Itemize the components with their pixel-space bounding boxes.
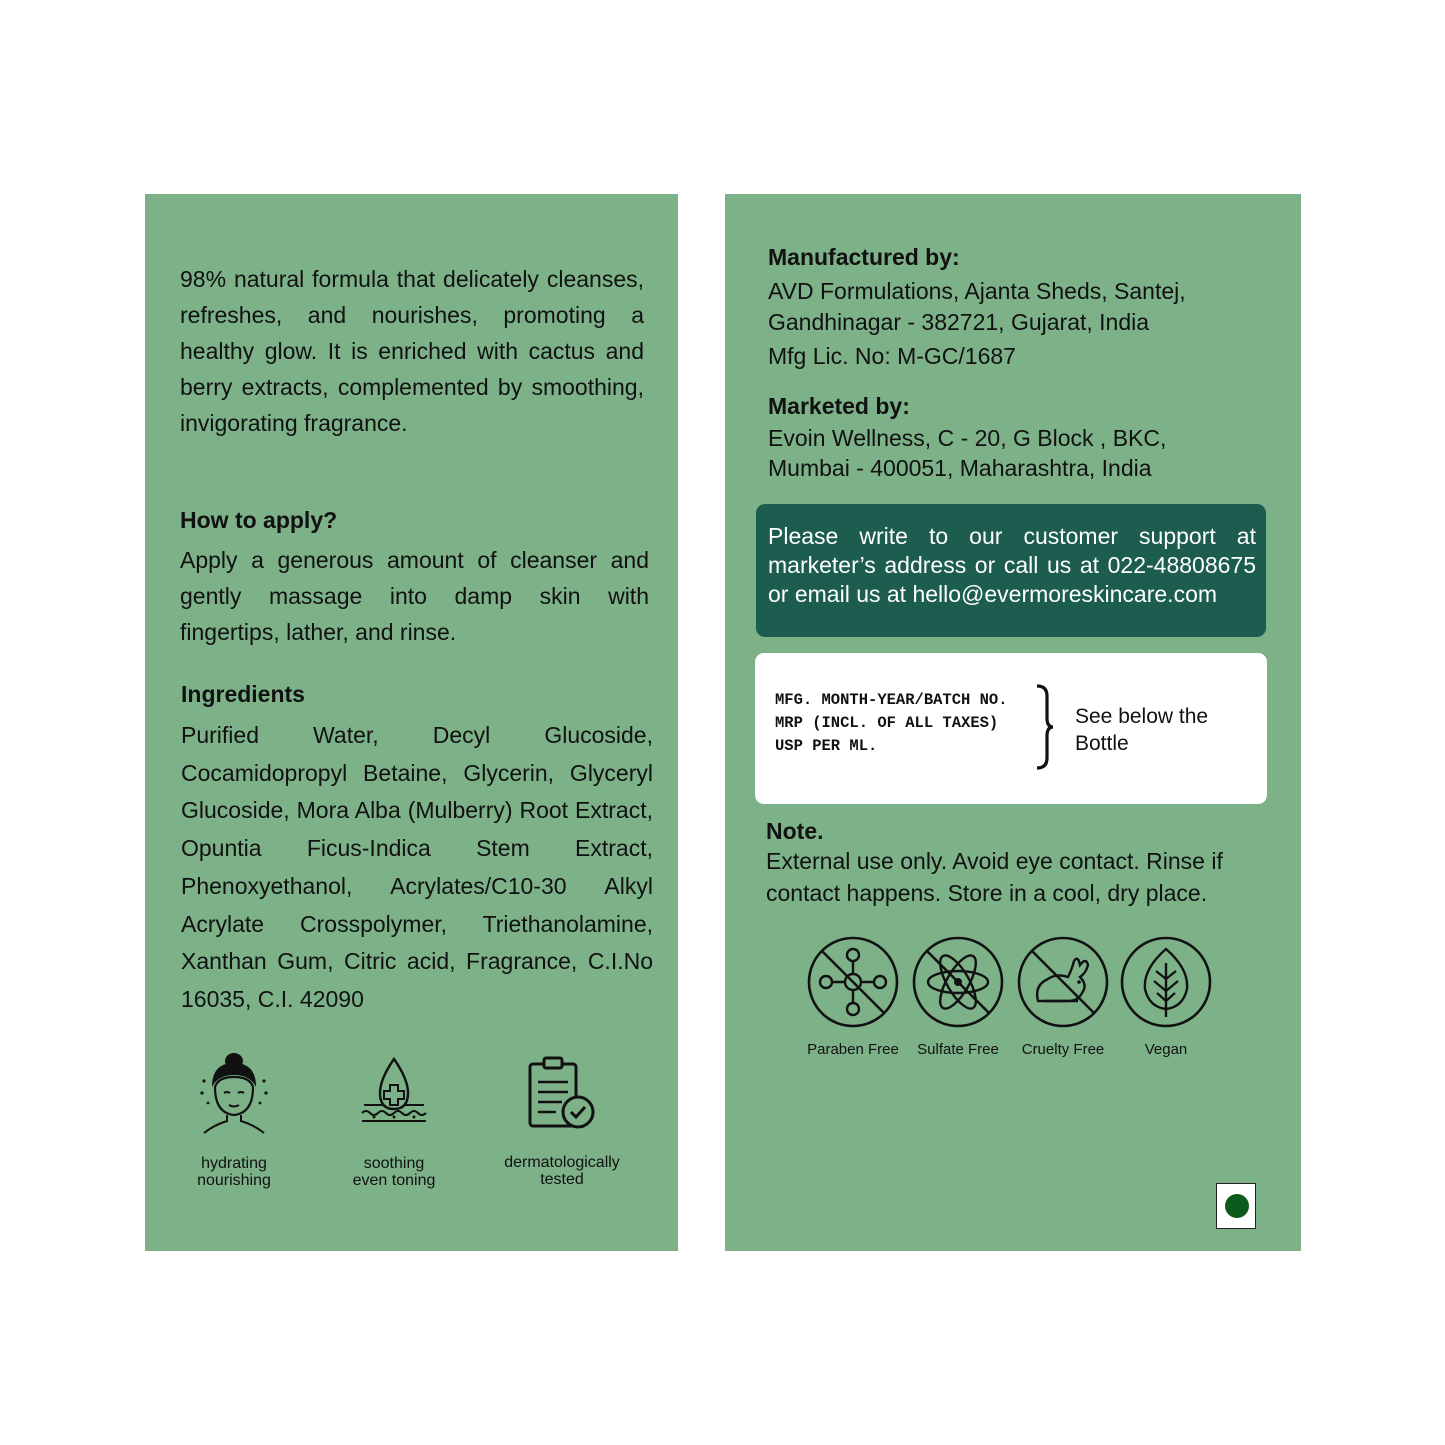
note-text-line2: contact happens. Store in a cool, dry place.: [766, 880, 1208, 906]
manufacturer-address-line1: AVD Formulations, Ajanta Sheds, Santej,: [768, 278, 1186, 304]
badge-label: Cruelty Free: [1021, 1041, 1105, 1058]
left-label-panel: [145, 194, 678, 1251]
feature-label-line2: nourishing: [197, 1172, 271, 1189]
feature-label-line2: even toning: [352, 1172, 436, 1189]
right-label-panel: [725, 194, 1301, 1251]
vegan-leaf-icon: [1119, 935, 1213, 1029]
badge-cruelty-free: [1003, 935, 1123, 1058]
manufacturer-license: Mfg Lic. No: M-GC/1687: [768, 343, 1016, 369]
customer-support-text: Please write to our customer support at marketer’s address or call us at 022-48808675 or email us at hello@evermoreskincare.com: [768, 523, 1256, 607]
marketed-by-heading: Marketed by:: [768, 393, 910, 419]
curly-brace-icon: [1033, 682, 1057, 772]
batch-note-line1: See below the: [1075, 705, 1209, 728]
droplet-cross-icon: [354, 1049, 434, 1135]
badge-label: Vegan: [1144, 1041, 1188, 1058]
batch-line-usp: USP PER ML.: [775, 737, 878, 755]
batch-line-mrp: MRP (INCL. OF ALL TAXES): [775, 714, 999, 732]
sulfate-free-icon: [911, 935, 1005, 1029]
clipboard-check-icon: [520, 1052, 604, 1138]
batch-note-line2: Bottle: [1075, 732, 1129, 755]
batch-info-box: [755, 653, 1267, 804]
manufacturer-address-line2: Gandhinagar - 382721, Gujarat, India: [768, 309, 1150, 335]
marketer-address-line1: Evoin Wellness, C - 20, G Block , BKC,: [768, 425, 1167, 451]
feature-hydrating: [154, 1049, 314, 1189]
manufactured-by-heading: Manufactured by:: [768, 244, 960, 270]
paraben-free-icon: [806, 935, 900, 1029]
customer-support-box: [756, 504, 1266, 637]
note-text-line1: External use only. Avoid eye contact. Rinse if: [766, 848, 1223, 874]
feature-label-line1: hydrating: [201, 1155, 267, 1172]
badge-label: Sulfate Free: [917, 1041, 999, 1058]
marketer-address-line2: Mumbai - 400051, Maharashtra, India: [768, 455, 1152, 481]
feature-label-line1: dermatologically: [504, 1154, 620, 1171]
badge-label: Paraben Free: [807, 1041, 899, 1058]
feature-label-line2: tested: [540, 1171, 584, 1188]
woman-face-icon: [194, 1049, 274, 1135]
ingredients-text: Purified Water, Decyl Glucoside, Cocamidopropyl Betaine, Glycerin, Glyceryl Glucoside, Mora Alba (Mulberry) Root Extract, Opuntia Ficus-Indica Stem Extract, Phenoxyethanol, Acrylates/C10-30 Alkyl Acrylate Crosspolymer, Triethanolamine, Xanthan Gum, Citric acid, Fragrance, C.I.No 16035, C.I. 42090: [181, 722, 653, 1012]
feature-dermatologically-tested: [482, 1052, 642, 1188]
ingredients-heading: Ingredients: [181, 681, 305, 707]
how-to-apply-text: Apply a generous amount of cleanser and gently massage into damp skin with fingertips, lather, and rinse.: [180, 547, 649, 645]
feature-soothing: [314, 1049, 474, 1189]
how-to-apply-heading: How to apply?: [180, 507, 338, 533]
note-heading: Note.: [766, 818, 824, 844]
badge-vegan: [1106, 935, 1226, 1058]
cruelty-free-rabbit-icon: [1016, 935, 1110, 1029]
veg-mark-icon: [1216, 1183, 1256, 1229]
badge-sulfate-free: [898, 935, 1018, 1058]
badge-paraben-free: [793, 935, 913, 1058]
feature-label-line1: soothing: [363, 1155, 425, 1172]
batch-line-mfg: MFG. MONTH-YEAR/BATCH NO.: [775, 691, 1008, 709]
product-description: 98% natural formula that delicately cleanses, refreshes, and nourishes, promoting a healthy glow. It is enriched with cactus and berry extracts, complemented by smoothing, invigorating fragrance.: [180, 266, 644, 436]
